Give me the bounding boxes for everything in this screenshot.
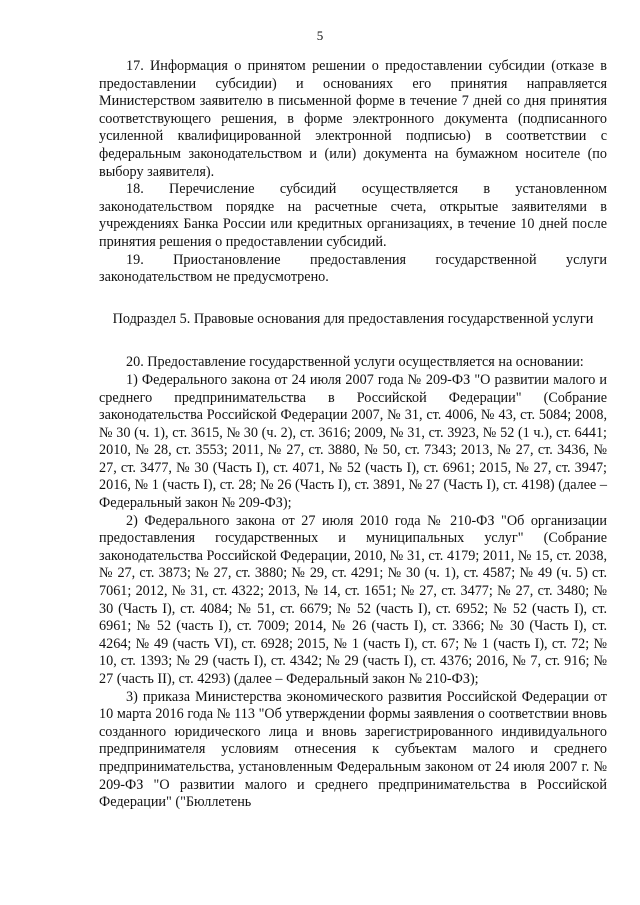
paragraph-20: 20. Предоставление государственной услуги осуществляется на основании:	[126, 354, 584, 371]
paragraph-18: 18. Перечисление субсидий осуществляется в установленном законодательством порядке на расчетные счета, открытые заявителями в учреждениях Банка России или кредитных организациях, в течение 10 дней после принятия решения о предоставлении субсидий.	[99, 181, 607, 250]
list-item-3: 3) приказа Министерства экономического развития Российской Федерации от 10 марта 2016 года № 113 "Об утверждении формы заявления о соответствии вновь созданного юридического лица и вновь зарегистрированного индивидуального предпринимателя условиям отнесения к субъектам малого и среднего предпринимательства, установленным Федеральным законом от 24 июля 2007 г. № 209-ФЗ "О развитии малого и среднего предпринимательства в Российской Федерации" ("Бюллетень	[99, 688, 607, 811]
list-item-1: 1) Федерального закона от 24 июля 2007 года № 209-ФЗ "О развитии малого и среднего предпринимательства в Российской Федерации" (Собрание законодательства Российской Федерации 2007, № 31, ст. 4006, № 43, ст. 5084; 2008, № 30 (ч. 1), ст. 3615, № 30 (ч. 2), ст. 3616; 2009, № 31, ст. 3923, № 52 (1 ч.), ст. 6441; 2010, № 28, ст. 3553; 2011, № 27, ст. 3880, № 50, ст. 7343; 2013, № 27, ст. 3436, № 27, ст. 3477, № 30 (Часть I), ст. 4071, № 52 (часть I), ст. 6961; 2015, № 27, ст. 3947; 2016, № 1 (часть I), ст. 28; № 26 (Часть I), ст. 3891, № 27 (Часть I), ст. 4198) (далее – Федеральный закон № 209-ФЗ);	[99, 371, 607, 512]
document-body	[99, 58, 607, 812]
page-number: 5	[316, 28, 324, 43]
list-item-2: 2) Федерального закона от 27 июля 2010 года № 210-ФЗ "Об организации предоставления государственных и муниципальных услуг" (Собрание законодательства Российской Федерации, 2010, № 31, ст. 4179; 2011, № 15, ст. 2038, № 27, ст. 3873; № 27, ст. 3880; № 29, ст. 4291; № 30 (ч. 1), ст. 4587; № 49 (ч. 5) ст. 7061; 2012, № 31, ст. 4322; 2013, № 14, ст. 1651; № 27, ст. 3477; № 27, ст. 3480; № 30 (Часть I), ст. 4084; № 51, ст. 6679; № 52 (часть I), ст. 6952; № 52 (часть I), ст. 6961; № 52 (часть I), ст. 7009; 2014, № 26 (часть I), ст. 3366; № 30 (Часть I), ст. 4264; № 49 (часть VI), ст. 6928; 2015, № 1 (часть I), ст. 67; № 1 (часть I), ст. 72; № 10, ст. 1393; № 29 (часть I), ст. 4342; № 29 (часть I), ст. 4376; 2016, № 7, ст. 916; № 27 (часть II), ст. 4293) (далее – Федеральный закон № 210-ФЗ);	[99, 512, 607, 687]
paragraph-19: 19. Приостановление предоставления государственной услуги законодательством не предусмотрено.	[99, 251, 607, 286]
subsection-title: Подраздел 5. Правовые основания для предоставления государственной услуги	[112, 310, 594, 327]
paragraph-17: 17. Информация о принятом решении о предоставлении субсидии (отказе в предоставлении субсидии) и основаниях его принятия направляется Министерством заявителю в письменной форме в течение 7 дней со дня принятия соответствующего решения, в форме электронного документа (подписанного усиленной квалифицированной электронной подписью) в соответствии с федеральным законодательством и (или) документа на бумажном носителе (по выбору заявителя).	[99, 58, 607, 180]
